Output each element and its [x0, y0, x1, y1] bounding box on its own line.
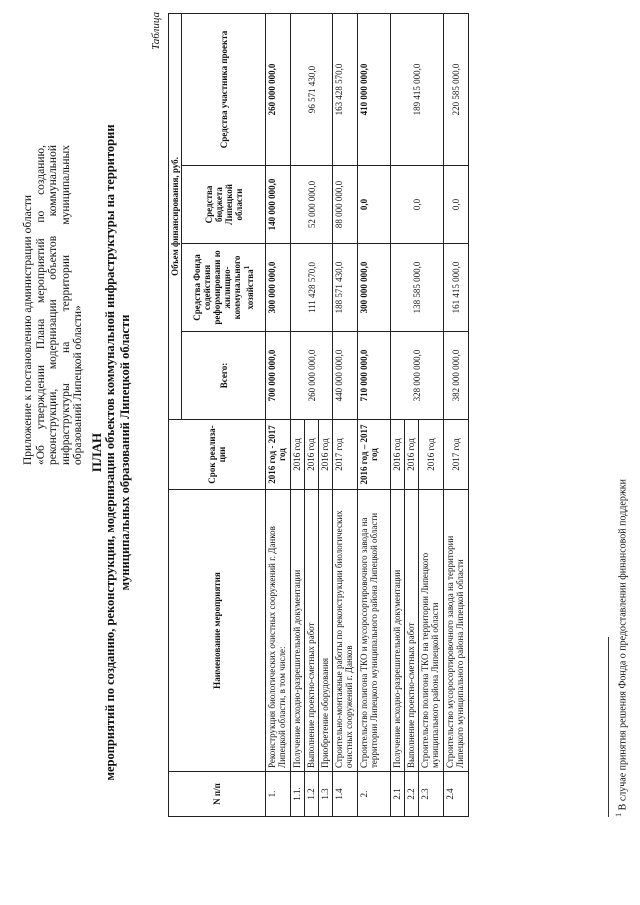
row-1-2-participant: 96 571 430,0 — [291, 13, 333, 165]
footnote-divider — [608, 637, 609, 817]
row-2-2-num: 2.2 — [405, 772, 419, 817]
row-1-4-term: 2017 год — [333, 420, 358, 490]
row-2-3-term: 2016 год — [419, 420, 444, 490]
header-fund-text: Средства Фонда содействия реформировани ю жилищно-коммунального хозяйства — [192, 250, 255, 325]
row-2-1-name: Получение исходно-разрешительной документации — [391, 490, 405, 772]
row-1-budget: 140 000 000,0 — [266, 166, 291, 244]
header-name: Наименование мероприятия — [169, 490, 266, 772]
row-2-3-total: 328 000 000,0 — [391, 332, 444, 420]
footnote-text: В случае принятия решения Фонда о предоставлении финансовой поддержки — [617, 479, 629, 811]
row-1-participant: 260 000 000,0 — [266, 13, 291, 165]
row-2-4-budget: 0,0 — [444, 166, 469, 244]
row-2-name: Строительство полигона ТКО и мусоросортировочного завода на территории Липецкого муниципального района Липецкой области — [358, 490, 391, 772]
row-1-num: 1. — [266, 772, 291, 817]
row-1-1-term: 2016 год — [291, 420, 305, 490]
row-2-2-name: Выполнение проектно-сметных работ — [405, 490, 419, 772]
plan-subtitle-1: мероприятий по созданию, реконструкции, модернизации объектов коммунальной инфраструктуры на территории — [103, 124, 117, 781]
row-1-2-term: 2016 год — [305, 420, 319, 490]
row-2-4-fund: 161 415 000,0 — [444, 244, 469, 332]
annex-line-1: Приложение к постановлению администрации области — [22, 194, 34, 465]
row-1-2-budget: 52 000 000,0 — [291, 166, 333, 244]
header-funding: Объем финансирования, руб. — [169, 13, 182, 419]
row-1-4-participant: 163 428 570,0 — [333, 13, 358, 165]
footnote — [614, 479, 628, 817]
row-1-1-num: 1.1. — [291, 772, 305, 817]
footnote-mark: 1 — [614, 812, 623, 817]
row-1-4-name: Строительно-монтажные работы по реконструкции биологических очистных сооружений г. Данков — [333, 490, 358, 772]
row-2-3-budget: 0,0 — [391, 166, 444, 244]
annex-line-3: реконструкции, модернизации объектов коммунальной — [47, 145, 59, 465]
header-fund — [182, 244, 266, 332]
row-2-2-term: 2016 год — [405, 420, 419, 490]
row-2-3-participant: 189 415 000,0 — [391, 13, 444, 165]
row-1-4-budget: 88 000 000,0 — [333, 166, 358, 244]
row-2-total: 710 000 000,0 — [358, 332, 391, 420]
row-1-fund: 300 000 000,0 — [266, 244, 291, 332]
header-total: Всего: — [182, 332, 266, 420]
row-2-4-total: 382 000 000,0 — [444, 332, 469, 420]
row-2-num: 2. — [358, 772, 391, 817]
row-2-1-num: 2.1 — [391, 772, 405, 817]
table-label: Таблица — [150, 12, 162, 50]
row-2-3-name: Строительство полигона ТКО на территории Липецкого муниципального района Липецкой области — [419, 490, 444, 772]
row-2-term: 2016 год – 2017 год — [358, 420, 391, 490]
row-1-1-name: Получение исходно-разрешительной документации — [291, 490, 305, 772]
row-2-4-participant: 220 585 000,0 — [444, 13, 469, 165]
row-2-4-num: 2.4 — [444, 772, 469, 817]
header-participant: Средства участника проекта — [182, 13, 266, 165]
row-2-4-term: 2017 год — [444, 420, 469, 490]
row-1-2-name: Выполнение проектно-сметных работ — [305, 490, 319, 772]
header-term: Срок реализа-ции — [169, 420, 266, 490]
header-num: N п/п — [169, 772, 266, 817]
row-1-3-term: 2016 год — [319, 420, 333, 490]
row-2-fund: 300 000 000,0 — [358, 244, 391, 332]
plan-subtitle-2: муниципальных образований Липецкой области — [118, 314, 132, 591]
header-budget: Средства бюджета Липецкой области — [182, 166, 266, 244]
row-1-2-fund: 111 428 570,0 — [291, 244, 333, 332]
annex-note — [22, 145, 85, 465]
row-1-4-fund: 188 571 430,0 — [333, 244, 358, 332]
row-2-1-term: 2016 год — [391, 420, 405, 490]
row-1-4-total: 440 000 000,0 — [333, 332, 358, 420]
row-2-3-fund: 138 585 000,0 — [391, 244, 444, 332]
row-1-total: 700 000 000,0 — [266, 332, 291, 420]
row-1-name: Реконструкция биологических очистных сооружений г. Данков Липецкой области, в том числе: — [266, 490, 291, 772]
row-2-4-name: Строительство мусоросортировочного завода на территории Липецкого муниципального района Липецкой области — [444, 490, 469, 772]
row-1-2-num: 1.2 — [305, 772, 319, 817]
row-1-4-num: 1.4 — [333, 772, 358, 817]
row-1-term: 2016 год - 2017 год — [266, 420, 291, 490]
row-2-budget: 0,0 — [358, 166, 391, 244]
plan-title: ПЛАН — [89, 432, 104, 473]
row-1-3-num: 1.3 — [319, 772, 333, 817]
row-2-participant: 410 000 000,0 — [358, 13, 391, 165]
annex-line-5: образований Липецкой области» — [72, 305, 84, 465]
row-1-3-name: Приобретение оборудования — [319, 490, 333, 772]
header-fund-sup: 1 — [242, 265, 251, 270]
row-1-2-total: 260 000 000,0 — [291, 332, 333, 420]
annex-line-2: «Об утверждении Плана мероприятий по созданию, — [34, 145, 47, 465]
plan-table — [168, 13, 469, 817]
row-2-3-num: 2.3 — [419, 772, 444, 817]
annex-line-4: инфраструктуры на территории муниципальных — [59, 145, 72, 465]
